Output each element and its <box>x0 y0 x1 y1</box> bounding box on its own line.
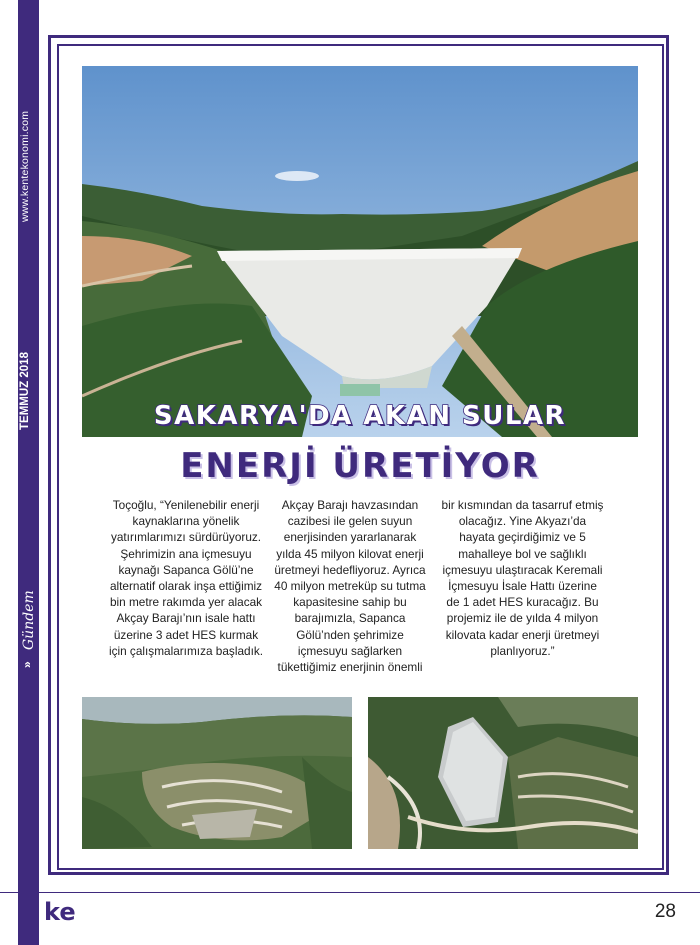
aerial-reservoir-photo <box>82 697 352 849</box>
hero-overlay-title: SAKARYA'DA AKAN SULAR <box>153 401 567 431</box>
hero-dam-photo <box>82 66 638 437</box>
site-url: www.kentekonomi.com <box>19 110 31 222</box>
aerial-reservoir-illustration <box>82 697 352 849</box>
chevron-right-icon: » <box>20 661 34 668</box>
aerial-dam-photo <box>368 697 638 849</box>
article-column-3: bir kısmından da tasarruf etmiş olacağız. Yine Akyazı’da hayata geçirdiğimiz ve 5 mahalleye bol ve sağlıklı içmesuyu ulaştıracak Keremali İçmesuyu İsale Hattı üzerine de 1 adet HES kuracağız. Bu projemiz ile de yılda 4 milyon kilovata kadar enerji üretmeyi planlıyoruz.” <box>441 498 604 658</box>
article-column-1: Toçoğlu, “Yenilenebilir enerji kaynaklarına yönelik yatırımlarımızı sürdürüyoruz. Şehrimizin ana içmesuyu kaynağı Sapanca Gölü’ne alternatif olarak inşa ettiğimiz bin metre rakımda yer alacak Akçay Barajı’nın isale hattı üzerine 3 adet HES kurmak için çalışmalarımıza başladık. <box>108 498 264 658</box>
section-label: Gündem <box>21 590 37 650</box>
dam-illustration <box>82 66 638 437</box>
page-number: 28 <box>654 901 676 922</box>
aerial-dam-illustration <box>368 697 638 849</box>
article-column-2: Akçay Barajı havzasından cazibesi ile gelen suyun enerjisinden yararlanarak yılda 45 milyon kilovat enerji üretmeyi hedefliyoruz. Ayrıca 40 milyon metreküp su tutma kapasitesine sahip bu barajımızla, Sapanca Gölü’nden şehrimize içmesuyu sağlarken tükettiğimiz enerjinin önemli <box>274 498 426 675</box>
footer-divider <box>0 892 700 893</box>
magazine-logo: ke <box>44 898 76 926</box>
headline: ENERJİ ÜRETİYOR <box>180 446 540 486</box>
issue-date: TEMMUZ 2018 <box>19 352 31 430</box>
